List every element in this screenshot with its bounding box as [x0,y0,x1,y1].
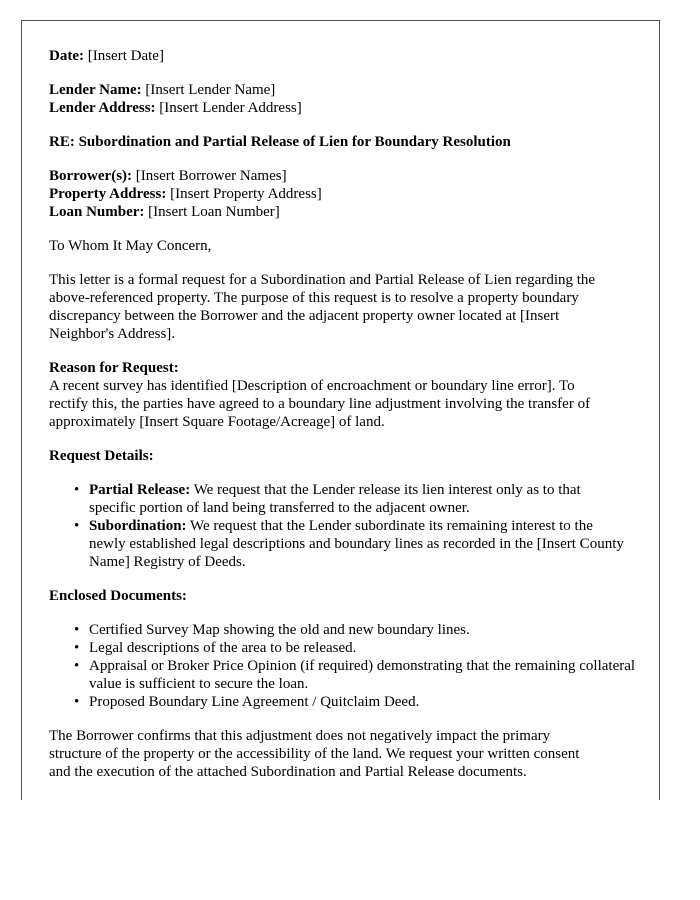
detail-first-line [89,517,644,535]
enclosed-heading-text: Enclosed Documents: [49,588,187,604]
borrower-value: [Insert Borrower Names] [135,168,287,184]
list-item [74,621,644,639]
enclosed-item-text: Appraisal or Broker Price Opinion (if required) demonstrating that the remaining collateral value is sufficient to secure the loan. [89,658,636,692]
property-label: Property Address: [49,186,167,202]
closing-line: and the execution of the attached Subordination and Partial Release documents. [49,764,527,780]
lender-address-line [49,99,644,117]
lender-block [49,81,644,117]
enclosed-heading [49,587,644,605]
intro-line: discrepancy between the Borrower and the adjacent property owner located at [Insert [49,308,560,324]
details-heading-text: Request Details: [49,448,154,464]
lender-address-label: Lender Address: [49,100,156,116]
re-subject: RE: Subordination and Partial Release of Lien for Boundary Resolution [49,134,511,150]
lender-address-value: [Insert Lender Address] [159,100,302,116]
list-item [74,481,644,517]
intro-line: Neighbor's Address]. [49,326,176,342]
reason-heading: Reason for Request: [49,360,179,376]
property-line [49,185,644,203]
date-label: Date: [49,48,84,64]
detail-label: Partial Release: [89,482,191,498]
date-line [49,47,644,65]
salutation: To Whom It May Concern, [49,238,212,254]
date-value: [Insert Date] [87,48,164,64]
enclosed-item-text: Legal descriptions of the area to be released. [89,640,357,656]
closing-paragraph [49,727,644,781]
detail-text: We request that the Lender subordinate its remaining interest to the [186,518,593,534]
bullet-icon: • [74,694,80,710]
bullet-icon: • [74,482,80,498]
reason-line: approximately [Insert Square Footage/Acreage] of land. [49,414,385,430]
letter-body [49,47,644,797]
detail-text-rest: newly established legal descriptions and boundary lines as recorded in the [Insert County Name] Registry of Deeds. [89,536,624,570]
closing-line: structure of the property or the accessibility of the land. We request your written consent [49,746,580,762]
loan-number-value: [Insert Loan Number] [148,204,280,220]
reason-line: A recent survey has identified [Description of encroachment or boundary line error]. To [49,378,575,394]
lender-name-line [49,81,644,99]
list-item [74,693,644,711]
details-heading [49,447,644,465]
bullet-icon: • [74,622,80,638]
reason-line: rectify this, the parties have agreed to a boundary line adjustment involving the transfer of [49,396,591,412]
detail-label: Subordination: [89,518,187,534]
lender-name-value: [Insert Lender Name] [145,82,276,98]
detail-text-rest: specific portion of land being transferred to the adjacent owner. [89,500,470,516]
detail-text: We request that the Lender release its lien interest only as to that [190,482,581,498]
borrower-line [49,167,644,185]
intro-line: above-referenced property. The purpose of this request is to resolve a property boundary [49,290,579,306]
re-line [49,133,644,151]
closing-line: The Borrower confirms that this adjustment does not negatively impact the primary [49,728,551,744]
enclosed-item-text: Proposed Boundary Line Agreement / Quitclaim Deed. [89,694,420,710]
borrower-label: Borrower(s): [49,168,133,184]
list-item [74,657,644,693]
loan-number-line [49,203,644,221]
reason-section [49,359,644,431]
bullet-icon: • [74,518,80,534]
bullet-icon: • [74,658,80,674]
loan-number-label: Loan Number: [49,204,145,220]
loan-info-block [49,167,644,221]
details-list [49,481,644,571]
list-item [74,517,644,571]
lender-name-label: Lender Name: [49,82,142,98]
enclosed-item-text: Certified Survey Map showing the old and new boundary lines. [89,622,470,638]
bullet-icon: • [74,640,80,656]
intro-paragraph [49,271,644,343]
list-item [74,639,644,657]
enclosed-list [49,621,644,711]
intro-line: This letter is a formal request for a Subordination and Partial Release of Lien regarding the [49,272,596,288]
detail-first-line [89,481,644,499]
property-value: [Insert Property Address] [170,186,322,202]
